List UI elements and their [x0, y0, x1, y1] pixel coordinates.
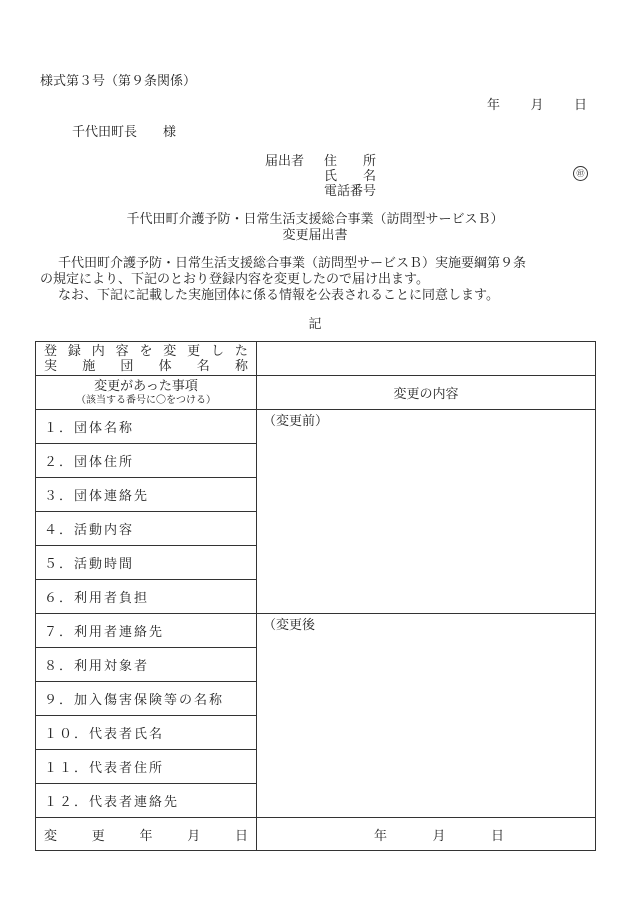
change-item-3[interactable]: ３．団体連絡先	[36, 478, 257, 512]
applicant-label: 届出者	[265, 154, 305, 169]
seal-mark: ㊞	[573, 165, 588, 181]
change-date-label: 変 更 年 月 日	[36, 818, 257, 851]
change-table	[35, 341, 596, 851]
date-month-label: 月	[530, 98, 544, 113]
change-month-label: 月	[432, 828, 446, 844]
change-item-2[interactable]: ２．団体住所	[36, 444, 257, 478]
change-date-field[interactable]	[257, 818, 596, 851]
document-title: 千代田町介護予防・日常生活支援総合事業（訪問型サービスＢ）	[126, 212, 504, 227]
body-text-line-1: 千代田町介護予防・日常生活支援総合事業（訪問型サービスＢ）実施要綱第９条	[58, 256, 527, 271]
before-change-field[interactable]	[257, 410, 596, 614]
address-label: 住 所	[324, 154, 377, 169]
change-day-label: 日	[490, 828, 504, 844]
phone-label: 電話番号	[324, 184, 377, 199]
content-header: 変更の内容	[257, 376, 596, 410]
change-item-9[interactable]: ９．加入傷害保険等の名称	[36, 682, 257, 716]
change-item-12[interactable]: １２．代表者連絡先	[36, 784, 257, 818]
change-item-5[interactable]: ５．活動時間	[36, 546, 257, 580]
change-item-1[interactable]: １．団体名称	[36, 410, 257, 444]
change-item-6[interactable]: ６．利用者負担	[36, 580, 257, 614]
after-change-field[interactable]	[257, 614, 596, 818]
document-subtitle: 変更届出書	[282, 228, 348, 243]
date-day-label: 日	[573, 98, 587, 113]
name-label: 氏 名	[324, 169, 377, 184]
org-name-label: 登 録 内 容 を 変 更 し た 実 施 団 体 名 称	[36, 342, 257, 376]
change-item-4[interactable]: ４．活動内容	[36, 512, 257, 546]
body-text-line-2: の規定により、下記のとおり登録内容を変更したので届け出ます。	[40, 272, 429, 287]
items-header: 変更があった事項 （該当する番号に〇をつける）	[36, 376, 257, 410]
change-item-8[interactable]: ８．利用対象者	[36, 648, 257, 682]
change-item-7[interactable]: ７．利用者連絡先	[36, 614, 257, 648]
org-name-field[interactable]	[257, 342, 596, 376]
change-item-11[interactable]: １１．代表者住所	[36, 750, 257, 784]
form-number: 様式第３号（第９条関係）	[40, 74, 197, 89]
after-change-label: （変更後	[263, 618, 316, 633]
submission-date	[487, 94, 587, 113]
change-year-label: 年	[374, 828, 388, 844]
date-year-label: 年	[487, 98, 501, 113]
change-item-10[interactable]: １０．代表者氏名	[36, 716, 257, 750]
addressee: 千代田町長 様	[72, 125, 177, 140]
body-text-line-3: なお、下記に記載した実施団体に係る情報を公表されることに同意します。	[58, 288, 499, 303]
ki-heading: 記	[308, 317, 322, 332]
before-change-label: （変更前）	[263, 414, 329, 429]
